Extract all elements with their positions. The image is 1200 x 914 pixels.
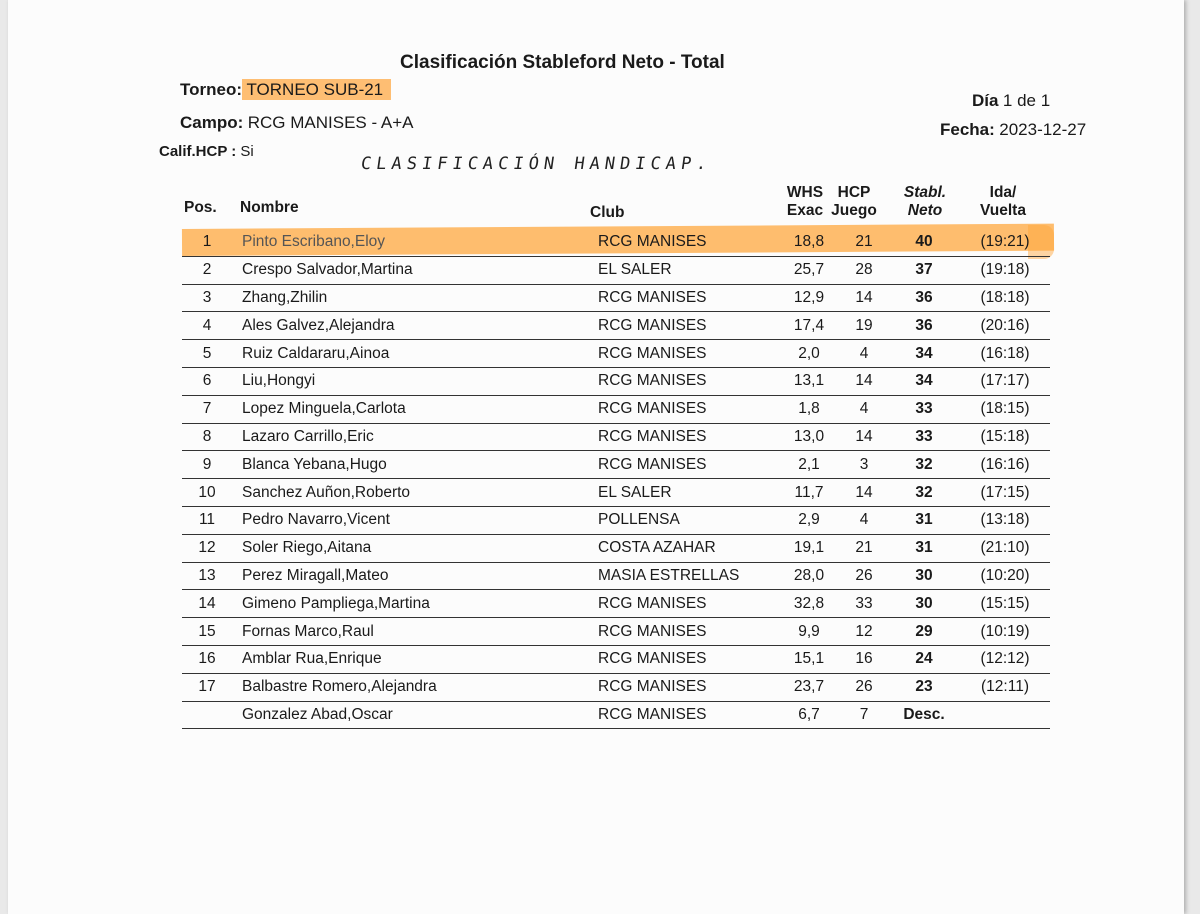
name-cell: Crespo Salvador,Martina: [232, 256, 592, 284]
page-title: Clasificación Stableford Neto - Total: [400, 52, 725, 73]
position-cell: 5: [182, 340, 232, 368]
whs-cell: 2,1: [778, 451, 840, 479]
table-row: [182, 534, 1050, 562]
name-cell: Blanca Yebana,Hugo: [232, 451, 592, 479]
campo-value: RCG MANISES - A+A: [247, 113, 414, 132]
whs-cell: 23,7: [778, 673, 840, 701]
table-row: [182, 312, 1050, 340]
neto-cell: 40: [888, 229, 960, 256]
club-cell: RCG MANISES: [592, 451, 778, 479]
club-cell: POLLENSA: [592, 506, 778, 534]
dia-label: Día: [972, 91, 999, 110]
club-cell: COSTA AZAHAR: [592, 534, 778, 562]
whs-cell: 12,9: [778, 284, 840, 312]
whs-cell: 13,0: [778, 423, 840, 451]
whs-cell: 9,9: [778, 618, 840, 646]
neto-cell: 34: [888, 340, 960, 368]
table-row: [182, 284, 1050, 312]
table-row: [182, 256, 1050, 284]
club-cell: RCG MANISES: [592, 645, 778, 673]
club-cell: EL SALER: [592, 256, 778, 284]
table-row: [182, 367, 1050, 395]
handwritten-note: CLASIFICACIÓN HANDICAP.: [359, 154, 713, 174]
hcp-cell: 14: [840, 367, 888, 395]
position-cell: 10: [182, 479, 232, 507]
club-cell: RCG MANISES: [592, 284, 778, 312]
hcp-cell: 21: [840, 229, 888, 256]
calif-line: [159, 143, 254, 160]
neto-cell: 29: [888, 618, 960, 646]
ida-vuelta-cell: [960, 701, 1050, 729]
position-cell: 11: [182, 506, 232, 534]
dia-value: 1 de 1: [1002, 91, 1051, 110]
table-row: [182, 562, 1050, 590]
position-cell: 7: [182, 395, 232, 423]
whs-cell: 25,7: [778, 256, 840, 284]
hcp-cell: 26: [840, 562, 888, 590]
hcp-cell: 3: [840, 451, 888, 479]
position-cell: 4: [182, 312, 232, 340]
table-row: [182, 479, 1050, 507]
position-cell: 8: [182, 423, 232, 451]
club-cell: EL SALER: [592, 479, 778, 507]
ida-vuelta-cell: (12:11): [960, 673, 1050, 701]
header-club: Club: [590, 204, 625, 221]
hcp-cell: 4: [840, 506, 888, 534]
table-row: [182, 506, 1050, 534]
ida-vuelta-cell: (16:18): [960, 340, 1050, 368]
club-cell: RCG MANISES: [592, 229, 778, 256]
ida-vuelta-cell: (10:20): [960, 562, 1050, 590]
header-ida-vuelta: [968, 184, 1038, 220]
name-cell: Zhang,Zhilin: [232, 284, 592, 312]
neto-cell: 36: [888, 312, 960, 340]
neto-cell: 32: [888, 479, 960, 507]
neto-cell: 30: [888, 590, 960, 618]
fecha-value: 2023-12-27: [999, 120, 1087, 139]
position-cell: [182, 701, 232, 729]
name-cell: Liu,Hongyi: [232, 367, 592, 395]
header-pos: Pos.: [184, 199, 217, 216]
results-body: [182, 229, 1050, 729]
table-row: [182, 423, 1050, 451]
neto-cell: 31: [888, 506, 960, 534]
whs-cell: 6,7: [778, 701, 840, 729]
position-cell: 6: [182, 367, 232, 395]
calif-value: Si: [240, 143, 254, 160]
fecha-label: Fecha:: [940, 120, 995, 139]
hcp-cell: 4: [840, 395, 888, 423]
name-cell: Gimeno Pampliega,Martina: [232, 590, 592, 618]
position-cell: 9: [182, 451, 232, 479]
neto-cell: 36: [888, 284, 960, 312]
hcp-cell: 28: [840, 256, 888, 284]
name-cell: Pedro Navarro,Vicent: [232, 506, 592, 534]
name-cell: Sanchez Auñon,Roberto: [232, 479, 592, 507]
position-cell: 17: [182, 673, 232, 701]
table-row: [182, 701, 1050, 729]
neto-cell: 30: [888, 562, 960, 590]
whs-cell: 28,0: [778, 562, 840, 590]
header-neto: [894, 184, 956, 220]
ida-vuelta-cell: (10:19): [960, 618, 1050, 646]
header-neto-line2: Neto: [907, 202, 943, 219]
campo-line: [180, 113, 414, 133]
hcp-cell: 14: [840, 423, 888, 451]
table-row: [182, 645, 1050, 673]
position-cell: 15: [182, 618, 232, 646]
whs-cell: 15,1: [778, 645, 840, 673]
whs-cell: 2,0: [778, 340, 840, 368]
header-whs-line2: Exac: [786, 202, 824, 219]
table-row: [182, 451, 1050, 479]
name-cell: Perez Miragall,Mateo: [232, 562, 592, 590]
name-cell: Ruiz Caldararu,Ainoa: [232, 340, 592, 368]
header-whs: [780, 184, 830, 220]
header-hcp-line2: Juego: [831, 202, 877, 219]
ida-vuelta-cell: (21:10): [960, 534, 1050, 562]
torneo-value: TORNEO SUB-21: [242, 79, 391, 100]
hcp-cell: 21: [840, 534, 888, 562]
name-cell: Gonzalez Abad,Oscar: [232, 701, 592, 729]
name-cell: Lopez Minguela,Carlota: [232, 395, 592, 423]
position-cell: 2: [182, 256, 232, 284]
ida-vuelta-cell: (18:18): [960, 284, 1050, 312]
ida-vuelta-cell: (13:18): [960, 506, 1050, 534]
whs-cell: 2,9: [778, 506, 840, 534]
whs-cell: 1,8: [778, 395, 840, 423]
neto-cell: 32: [888, 451, 960, 479]
position-cell: 16: [182, 645, 232, 673]
fecha-line: [940, 120, 1086, 140]
table-row: [182, 395, 1050, 423]
club-cell: RCG MANISES: [592, 701, 778, 729]
table-row: [182, 673, 1050, 701]
whs-cell: 19,1: [778, 534, 840, 562]
ida-vuelta-cell: (15:15): [960, 590, 1050, 618]
header-whs-line1: WHS: [786, 184, 824, 201]
calif-label: Calif.HCP :: [159, 143, 237, 160]
hcp-cell: 4: [840, 340, 888, 368]
club-cell: RCG MANISES: [592, 590, 778, 618]
name-cell: Lazaro Carrillo,Eric: [232, 423, 592, 451]
ida-vuelta-cell: (19:21): [960, 229, 1050, 256]
whs-cell: 11,7: [778, 479, 840, 507]
ida-vuelta-cell: (17:15): [960, 479, 1050, 507]
hcp-cell: 14: [840, 479, 888, 507]
whs-cell: 13,1: [778, 367, 840, 395]
ida-vuelta-cell: (12:12): [960, 645, 1050, 673]
name-cell: Balbastre Romero,Alejandra: [232, 673, 592, 701]
table-row: [182, 590, 1050, 618]
club-cell: RCG MANISES: [592, 423, 778, 451]
header-iv-line2: Vuelta: [980, 202, 1026, 219]
club-cell: RCG MANISES: [592, 395, 778, 423]
header-hcp: [829, 184, 879, 220]
neto-cell: Desc.: [888, 701, 960, 729]
position-cell: 14: [182, 590, 232, 618]
neto-cell: 34: [888, 367, 960, 395]
club-cell: RCG MANISES: [592, 367, 778, 395]
neto-cell: 23: [888, 673, 960, 701]
hcp-cell: 16: [840, 645, 888, 673]
campo-label: Campo:: [180, 113, 244, 132]
name-cell: Amblar Rua,Enrique: [232, 645, 592, 673]
name-cell: Ales Galvez,Alejandra: [232, 312, 592, 340]
header-neto-line1: Stabl.: [903, 184, 947, 201]
ida-vuelta-cell: (18:15): [960, 395, 1050, 423]
scanned-page: [8, 0, 1184, 914]
position-cell: 13: [182, 562, 232, 590]
header-hcp-line1: HCP: [837, 184, 871, 201]
whs-cell: 18,8: [778, 229, 840, 256]
results-table: [182, 229, 1050, 729]
position-cell: 12: [182, 534, 232, 562]
whs-cell: 17,4: [778, 312, 840, 340]
club-cell: RCG MANISES: [592, 340, 778, 368]
hcp-cell: 19: [840, 312, 888, 340]
name-cell: Soler Riego,Aitana: [232, 534, 592, 562]
club-cell: RCG MANISES: [592, 673, 778, 701]
torneo-line: [180, 80, 391, 100]
table-row: [182, 618, 1050, 646]
neto-cell: 24: [888, 645, 960, 673]
header-nombre: Nombre: [240, 199, 299, 216]
hcp-cell: 26: [840, 673, 888, 701]
ida-vuelta-cell: (15:18): [960, 423, 1050, 451]
hcp-cell: 33: [840, 590, 888, 618]
ida-vuelta-cell: (17:17): [960, 367, 1050, 395]
club-cell: RCG MANISES: [592, 312, 778, 340]
hcp-cell: 12: [840, 618, 888, 646]
neto-cell: 31: [888, 534, 960, 562]
neto-cell: 33: [888, 423, 960, 451]
position-cell: 3: [182, 284, 232, 312]
hcp-cell: 7: [840, 701, 888, 729]
ida-vuelta-cell: (20:16): [960, 312, 1050, 340]
neto-cell: 33: [888, 395, 960, 423]
table-row: [182, 229, 1050, 256]
club-cell: MASIA ESTRELLAS: [592, 562, 778, 590]
header-iv-line1: Ida/: [989, 184, 1017, 201]
position-cell: 1: [182, 229, 232, 256]
name-cell: Pinto Escribano,Eloy: [232, 229, 592, 256]
torneo-label: Torneo:: [180, 80, 243, 99]
ida-vuelta-cell: (16:16): [960, 451, 1050, 479]
club-cell: RCG MANISES: [592, 618, 778, 646]
hcp-cell: 14: [840, 284, 888, 312]
neto-cell: 37: [888, 256, 960, 284]
ida-vuelta-cell: (19:18): [960, 256, 1050, 284]
table-row: [182, 340, 1050, 368]
dia-line: [972, 91, 1050, 111]
name-cell: Fornas Marco,Raul: [232, 618, 592, 646]
whs-cell: 32,8: [778, 590, 840, 618]
